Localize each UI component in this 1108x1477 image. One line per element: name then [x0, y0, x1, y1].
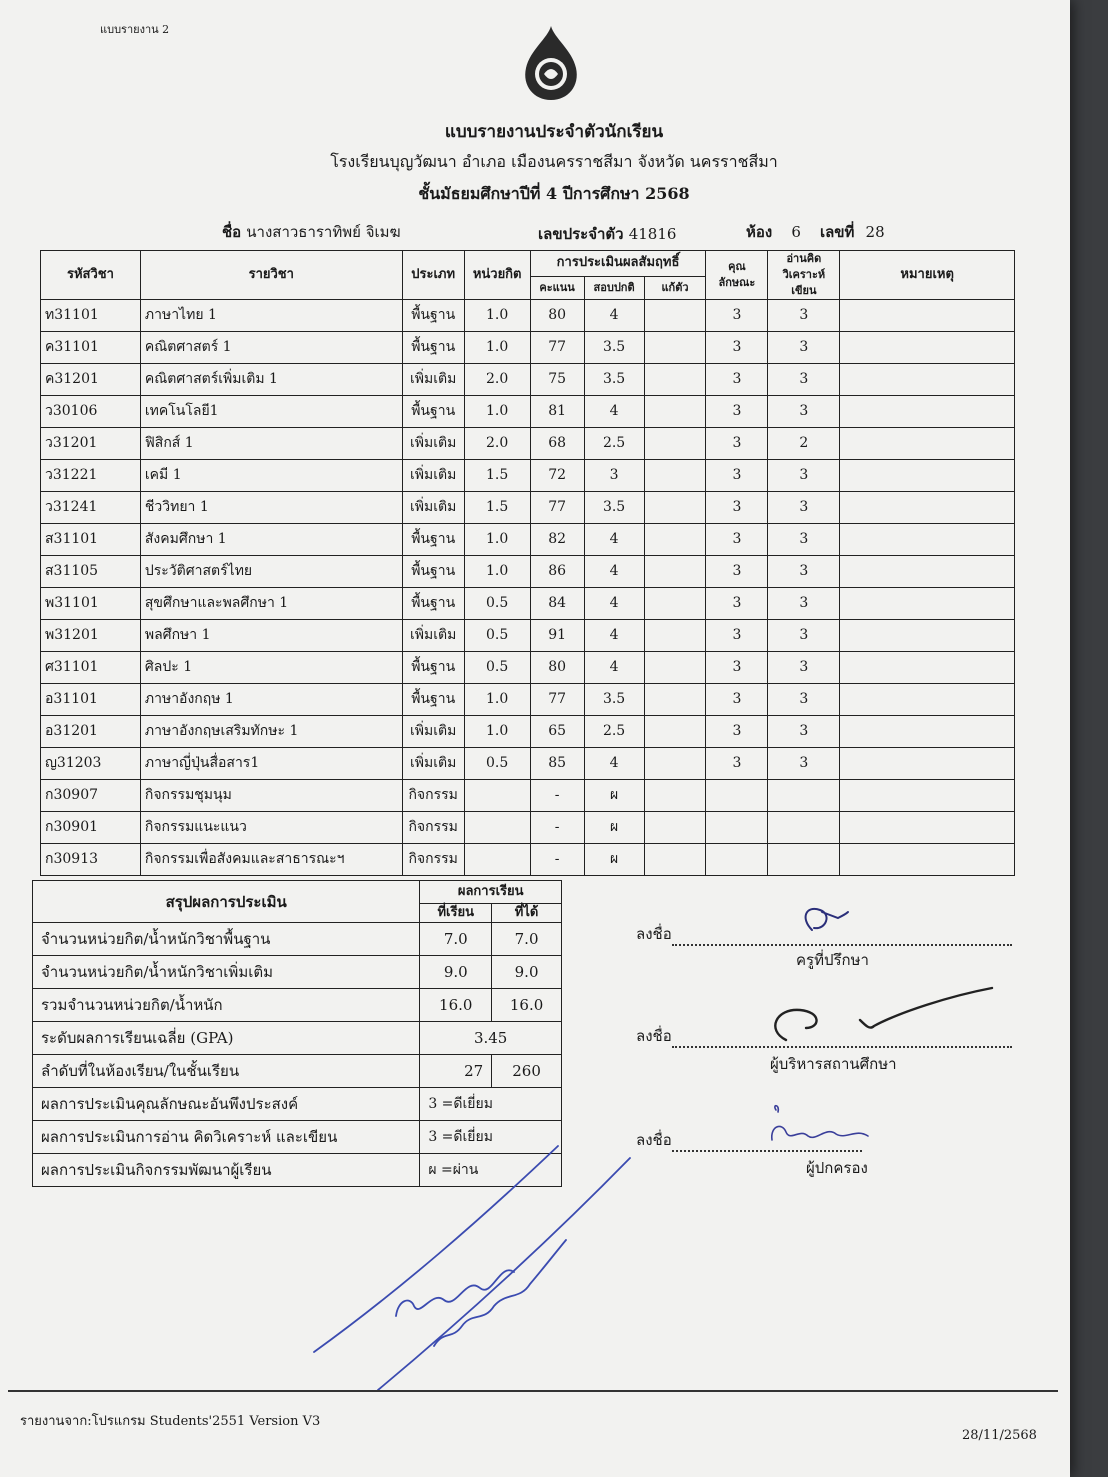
cell-credit: 1.0	[464, 684, 530, 716]
cell-reading: 3	[768, 716, 840, 748]
cell-credit: 1.5	[464, 460, 530, 492]
cell-subject: ชีววิทยา 1	[140, 492, 402, 524]
cell-grade: 4	[584, 620, 644, 652]
cell-credit: 2.0	[464, 364, 530, 396]
student-name: นางสาวธาราทิพย์ จิเมฆ	[246, 223, 401, 241]
cell-type: เพิ่มเติม	[402, 428, 464, 460]
summary-label: จำนวนหน่วยกิต/น้ำหนักวิชาพื้นฐาน	[33, 923, 420, 956]
cell-grade: 3.5	[584, 364, 644, 396]
parent-signature-mark	[772, 1106, 868, 1140]
reading-value: 3 =ดีเยี่ยม	[420, 1121, 562, 1154]
cell-subject: ภาษาไทย 1	[140, 300, 402, 332]
cell-character: 3	[706, 748, 768, 780]
cell-code: อ31201	[41, 716, 141, 748]
cell-grade: ผ	[584, 780, 644, 812]
cell-grade: 4	[584, 300, 644, 332]
cell-code: ว31221	[41, 460, 141, 492]
cell-score: 81	[530, 396, 584, 428]
summary-title: สรุปผลการประเมิน	[33, 881, 420, 923]
header-remark: หมายเหตุ	[840, 251, 1015, 300]
cell-type: เพิ่มเติม	[402, 620, 464, 652]
cell-subject: ประวัติศาสตร์ไทย	[140, 556, 402, 588]
cell-score: 80	[530, 300, 584, 332]
sign-label: ลงชื่อ	[636, 1027, 672, 1045]
cell-code: ส31105	[41, 556, 141, 588]
cell-reading: 3	[768, 332, 840, 364]
cell-type: เพิ่มเติม	[402, 716, 464, 748]
cell-type: พื้นฐาน	[402, 652, 464, 684]
summary-attempted-header: ที่เรียน	[420, 904, 492, 923]
cell-code: ส31101	[41, 524, 141, 556]
cell-code: พ31201	[41, 620, 141, 652]
cell-code: ท31101	[41, 300, 141, 332]
cell-subject: คณิตศาสตร์ 1	[140, 332, 402, 364]
cell-type: กิจกรรม	[402, 780, 464, 812]
cell-code: ว31241	[41, 492, 141, 524]
header-reading: อ่านคิด วิเคราะห์เขียน	[768, 251, 840, 300]
cell-type: พื้นฐาน	[402, 684, 464, 716]
cell-subject: ภาษาอังกฤษเสริมทักษะ 1	[140, 716, 402, 748]
cell-subject: สุขศึกษาและพลศึกษา 1	[140, 588, 402, 620]
cell-grade: 4	[584, 524, 644, 556]
cell-credit: 1.5	[464, 492, 530, 524]
cell-credit: 0.5	[464, 588, 530, 620]
cell-score: 77	[530, 332, 584, 364]
cell-score: 68	[530, 428, 584, 460]
cell-code: ก30901	[41, 812, 141, 844]
gpa-value: 3.45	[420, 1022, 562, 1055]
cell-credit: 1.0	[464, 524, 530, 556]
id-label: เลขประจำตัว	[538, 225, 624, 243]
summary-earned: 7.0	[492, 923, 562, 956]
cell-character: 3	[706, 620, 768, 652]
header-grade: สอบปกติ	[584, 276, 644, 299]
header-character: คุณ ลักษณะ	[706, 251, 768, 300]
cell-subject: ภาษาญี่ปุ่นสื่อสาร1	[140, 748, 402, 780]
footer-rule	[8, 1390, 1058, 1392]
header-score: คะแนน	[530, 276, 584, 299]
cell-reading: 3	[768, 588, 840, 620]
cell-credit: 0.5	[464, 652, 530, 684]
cell-character: 3	[706, 492, 768, 524]
parent-role: ผู้ปกครอง	[806, 1159, 868, 1177]
rank-room: 27	[420, 1055, 492, 1088]
cell-character: 3	[706, 300, 768, 332]
cell-reading: 3	[768, 684, 840, 716]
header-retake: แก้ตัว	[644, 276, 706, 299]
cell-subject: สังคมศึกษา 1	[140, 524, 402, 556]
cell-type: พื้นฐาน	[402, 332, 464, 364]
header-type: ประเภท	[402, 251, 464, 300]
cell-subject: ศิลปะ 1	[140, 652, 402, 684]
cell-grade: ผ	[584, 844, 644, 876]
summary-label: ผลการประเมินคุณลักษณะอันพึงประสงค์	[33, 1088, 420, 1121]
header-subject: รายวิชา	[140, 251, 402, 300]
cell-score: 85	[530, 748, 584, 780]
cell-subject: กิจกรรมแนะแนว	[140, 812, 402, 844]
cell-subject: กิจกรรมชุมนุม	[140, 780, 402, 812]
cell-code: พ31101	[41, 588, 141, 620]
cell-code: ก30913	[41, 844, 141, 876]
cell-subject: ภาษาอังกฤษ 1	[140, 684, 402, 716]
summary-attempted: 7.0	[420, 923, 492, 956]
cell-score: -	[530, 780, 584, 812]
cell-grade: 3.5	[584, 684, 644, 716]
footer-source: รายงานจาก:โปรแกรม Students'2551 Version V3	[20, 1414, 321, 1429]
director-role: ผู้บริหารสถานศึกษา	[770, 1055, 897, 1073]
cell-code: อ31101	[41, 684, 141, 716]
cell-reading: 3	[768, 748, 840, 780]
cell-type: เพิ่มเติม	[402, 364, 464, 396]
cell-reading: 3	[768, 620, 840, 652]
cell-credit: 2.0	[464, 428, 530, 460]
cell-score: 80	[530, 652, 584, 684]
cell-code: ก30907	[41, 780, 141, 812]
cell-type: กิจกรรม	[402, 812, 464, 844]
summary-label: ลำดับที่ในห้องเรียน/ในชั้นเรียน	[33, 1055, 420, 1088]
cell-grade: 2.5	[584, 716, 644, 748]
form-label: แบบรายงาน 2	[100, 23, 170, 36]
summary-result-header: ผลการเรียน	[420, 881, 562, 904]
cell-credit: 1.0	[464, 716, 530, 748]
cell-subject: คณิตศาสตร์เพิ่มเติม 1	[140, 364, 402, 396]
number-value: 28	[865, 223, 885, 241]
cell-credit: 0.5	[464, 748, 530, 780]
room-label: ห้อง	[746, 223, 773, 241]
name-label: ชื่อ	[222, 223, 242, 241]
cell-character: 3	[706, 396, 768, 428]
cell-grade: 4	[584, 748, 644, 780]
sign-label: ลงชื่อ	[636, 1131, 672, 1149]
cell-credit: 0.5	[464, 620, 530, 652]
cell-score: 84	[530, 588, 584, 620]
cell-reading: 3	[768, 460, 840, 492]
cell-type: เพิ่มเติม	[402, 748, 464, 780]
number-label: เลขที่	[819, 223, 855, 241]
activity-value: ผ =ผ่าน	[420, 1154, 562, 1187]
cell-credit: 1.0	[464, 396, 530, 428]
cell-type: พื้นฐาน	[402, 556, 464, 588]
cell-type: เพิ่มเติม	[402, 460, 464, 492]
cell-reading: 3	[768, 396, 840, 428]
summary-earned-header: ที่ได้	[492, 904, 562, 923]
summary-earned: 9.0	[492, 956, 562, 989]
cell-character: 3	[706, 364, 768, 396]
cell-type: พื้นฐาน	[402, 300, 464, 332]
rank-class: 260	[492, 1055, 562, 1088]
cell-character: 3	[706, 716, 768, 748]
cell-score: -	[530, 844, 584, 876]
cell-type: เพิ่มเติม	[402, 492, 464, 524]
cell-score: 82	[530, 524, 584, 556]
sign-label: ลงชื่อ	[636, 925, 672, 943]
cell-code: ค31101	[41, 332, 141, 364]
class-line: ชั้นมัธยมศึกษาปีที่ 4 ปีการศึกษา 2568	[418, 184, 690, 203]
summary-label: ผลการประเมินการอ่าน คิดวิเคราะห์ และเขียน	[33, 1121, 420, 1154]
cell-score: 77	[530, 492, 584, 524]
summary-earned: 16.0	[492, 989, 562, 1022]
cell-credit: 1.0	[464, 300, 530, 332]
summary-attempted: 16.0	[420, 989, 492, 1022]
cell-code: ว31201	[41, 428, 141, 460]
cell-character: 3	[706, 460, 768, 492]
cell-grade: 4	[584, 556, 644, 588]
cell-score: -	[530, 812, 584, 844]
cell-credit: 1.0	[464, 556, 530, 588]
cell-reading: 3	[768, 524, 840, 556]
report-title: แบบรายงานประจำตัวนักเรียน	[444, 122, 664, 142]
cell-subject: ฟิสิกส์ 1	[140, 428, 402, 460]
summary-label: ผลการประเมินกิจกรรมพัฒนาผู้เรียน	[33, 1154, 420, 1187]
cell-type: พื้นฐาน	[402, 588, 464, 620]
cell-type: พื้นฐาน	[402, 524, 464, 556]
cell-score: 77	[530, 684, 584, 716]
cell-character: 3	[706, 556, 768, 588]
summary-attempted: 9.0	[420, 956, 492, 989]
parent-certification-mark	[314, 1146, 630, 1390]
cell-code: ศ31101	[41, 652, 141, 684]
cell-grade: 3.5	[584, 332, 644, 364]
cell-grade: 3	[584, 460, 644, 492]
cell-code: ญ31203	[41, 748, 141, 780]
cell-type: พื้นฐาน	[402, 396, 464, 428]
summary-label: ระดับผลการเรียนเฉลี่ย (GPA)	[33, 1022, 420, 1055]
cell-grade: 3.5	[584, 492, 644, 524]
director-signature-mark	[775, 988, 992, 1040]
cell-grade: ผ	[584, 812, 644, 844]
cell-reading: 3	[768, 652, 840, 684]
header-credit: หน่วยกิต	[464, 251, 530, 300]
cell-reading: 3	[768, 364, 840, 396]
header-achievement: การประเมินผลสัมฤทธิ์	[530, 251, 706, 277]
cell-character: 3	[706, 652, 768, 684]
cell-code: ค31201	[41, 364, 141, 396]
summary-label: จำนวนหน่วยกิต/น้ำหนักวิชาเพิ่มเติม	[33, 956, 420, 989]
cell-character: 3	[706, 428, 768, 460]
cell-score: 86	[530, 556, 584, 588]
character-value: 3 =ดีเยี่ยม	[420, 1088, 562, 1121]
cell-grade: 4	[584, 396, 644, 428]
cell-code: ว30106	[41, 396, 141, 428]
cell-grade: 4	[584, 588, 644, 620]
summary-label: รวมจำนวนหน่วยกิต/น้ำหนัก	[33, 989, 420, 1022]
footer-date: 28/11/2568	[962, 1428, 1037, 1443]
cell-subject: เคมี 1	[140, 460, 402, 492]
cell-score: 91	[530, 620, 584, 652]
cell-score: 72	[530, 460, 584, 492]
cell-character: 3	[706, 588, 768, 620]
cell-subject: เทคโนโลยี1	[140, 396, 402, 428]
cell-grade: 4	[584, 652, 644, 684]
cell-reading: 3	[768, 300, 840, 332]
cell-subject: กิจกรรมเพื่อสังคมและสาธารณะฯ	[140, 844, 402, 876]
room-value: 6	[791, 223, 801, 241]
cell-score: 75	[530, 364, 584, 396]
cell-score: 65	[530, 716, 584, 748]
cell-reading: 3	[768, 492, 840, 524]
school-line: โรงเรียนบุญวัฒนา อำเภอ เมืองนครราชสีมา จังหวัด นครราชสีมา	[330, 152, 778, 171]
cell-subject: พลศึกษา 1	[140, 620, 402, 652]
advisor-signature-mark	[806, 909, 848, 930]
cell-reading: 2	[768, 428, 840, 460]
header-code: รหัสวิชา	[41, 251, 141, 300]
cell-credit: 1.0	[464, 332, 530, 364]
cell-reading: 3	[768, 556, 840, 588]
cell-character: 3	[706, 684, 768, 716]
cell-character: 3	[706, 524, 768, 556]
student-id: 41816	[628, 225, 677, 243]
cell-grade: 2.5	[584, 428, 644, 460]
cell-type: กิจกรรม	[402, 844, 464, 876]
advisor-role: ครูที่ปรึกษา	[796, 951, 869, 969]
cell-character: 3	[706, 332, 768, 364]
